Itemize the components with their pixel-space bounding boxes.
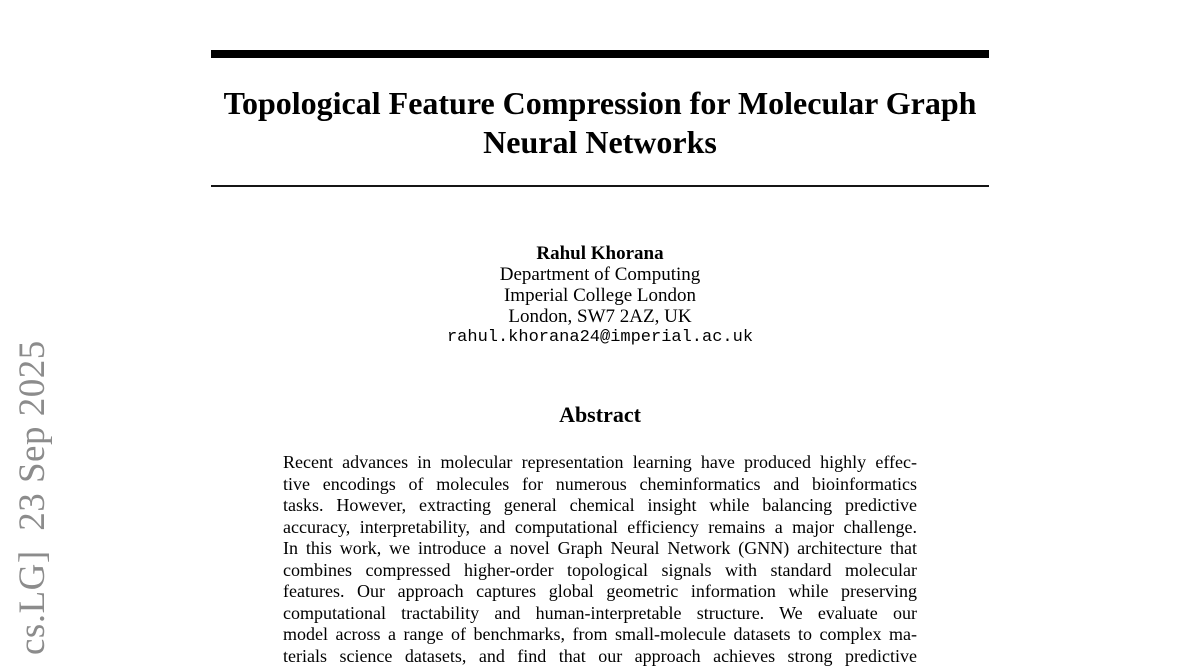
abstract-line: computational tractability and human-interpretable structure. We evaluate our: [283, 603, 917, 625]
author-address: London, SW7 2AZ, UK: [211, 306, 989, 327]
arxiv-watermark: cs.LG] 23 Sep 2025: [11, 340, 54, 655]
abstract-line: features. Our approach captures global geometric information while preserving: [283, 581, 917, 603]
abstract-line: tive encodings of molecules for numerous cheminformatics and bioinformatics: [283, 474, 917, 496]
abstract-line: combines compressed higher-order topological signals with standard molecular: [283, 560, 917, 582]
paper-title: [211, 84, 989, 162]
abstract-line: Recent advances in molecular representation learning have produced highly effec-: [283, 452, 917, 474]
abstract-line: accuracy, interpretability, and computational efficiency remains a major challenge.: [283, 517, 917, 539]
abstract-line: In this work, we introduce a novel Graph Neural Network (GNN) architecture that: [283, 538, 917, 560]
paper-content: [211, 0, 989, 648]
abstract-heading: Abstract: [211, 402, 989, 428]
title-rule-bottom: [211, 185, 989, 187]
paper-title-line-2: Neural Networks: [211, 123, 989, 162]
paper-title-line-1: Topological Feature Compression for Molecular Graph: [211, 84, 989, 123]
author-department: Department of Computing: [211, 264, 989, 285]
title-rule-top: [211, 50, 989, 58]
abstract-line: terials science datasets, and find that our approach achieves strong predictive: [283, 646, 917, 667]
author-name: Rahul Khorana: [211, 243, 989, 264]
abstract-line: tasks. However, extracting general chemical insight while balancing predictive: [283, 495, 917, 517]
abstract-line: model across a range of benchmarks, from small-molecule datasets to complex ma-: [283, 624, 917, 646]
abstract-body: [283, 452, 917, 667]
author-institution: Imperial College London: [211, 285, 989, 306]
author-email: rahul.khorana24@imperial.ac.uk: [211, 327, 989, 348]
author-block: [211, 243, 989, 348]
